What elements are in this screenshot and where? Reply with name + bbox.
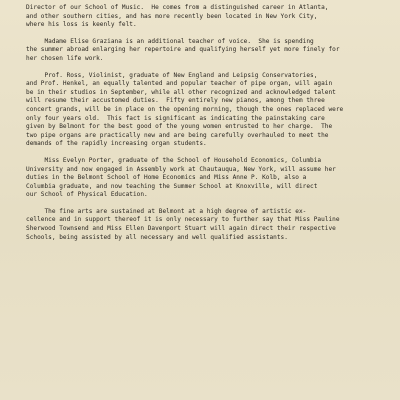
text-line: concert grands, will be in place on the opening morning, though the ones replaced were [26,105,344,113]
text-line: Columbia graduate, and now teaching the Summer School at Knoxville, will direct [26,182,318,190]
text-line: where his loss is keenly felt. [26,21,137,29]
paragraph-gap [26,30,386,38]
text-line: and Prof. Henkel, an equally talented and popular teacher of pipe organ, will again [26,80,333,88]
paragraph-gap [26,64,386,72]
paragraph-fine-arts [26,208,386,242]
text-line: the summer abroad enlarging her repertoire and qualifying herself yet more finely for [26,46,340,54]
text-line: and other southern cities, and has more recently been located in New York City, [26,12,318,20]
paragraph-gap [26,149,386,157]
text-line: our School of Physical Education. [26,191,148,199]
text-line: be in their studios in September, while all other recognized and acknowledged talent [26,88,336,96]
text-line: The fine arts are sustained at Belmont at a high degree of artistic ex- [26,207,307,215]
text-line: her chosen life work. [26,54,104,62]
text-line: two pipe organs are practically new and are being carefully overhauled to meet the [26,131,329,139]
paragraph-gap [26,200,386,208]
text-line: demands of the rapidly increasing organ students. [26,140,207,148]
text-line: Schools, being assisted by all necessary and well qualified assistants. [26,233,288,241]
text-line: given by Belmont for the best good of the young women entrusted to her charge. The [26,123,333,131]
text-line: will resume their accustomed duties. Fifty entirely new pianos, among them three [26,97,325,105]
text-line: Sherwood Townsend and Miss Ellen Davenport Stuart will again direct their respective [26,225,336,233]
text-line: only four years old. This fact is significant as indicating the painstaking care [26,114,325,122]
text-line: duties in the Belmont School of Home Economics and Miss Anne P. Kolb, also a [26,174,307,182]
paragraph-violin-organ [26,72,386,149]
text-line: Miss Evelyn Porter, graduate of the School of Household Economics, Columbia [26,156,322,164]
text-line: University and now engaged in Assembly work at Chautauqua, New York, will assume her [26,165,336,173]
text-line: Prof. Ross, Violinist, graduate of New England and Leipsig Conservatories, [26,71,318,79]
text-line: Madame Elise Graziana is an additional teacher of voice. She is spending [26,37,314,45]
text-line: Director of our School of Music. He comes from a distinguished career in Atlanta, [26,4,329,11]
paragraph-home-economics [26,157,386,200]
paragraph-music-director [26,4,386,30]
text-line: cellence and in support thereof it is only necessary to further say that Miss Pauline [26,216,340,224]
paragraph-voice-teacher [26,38,386,64]
